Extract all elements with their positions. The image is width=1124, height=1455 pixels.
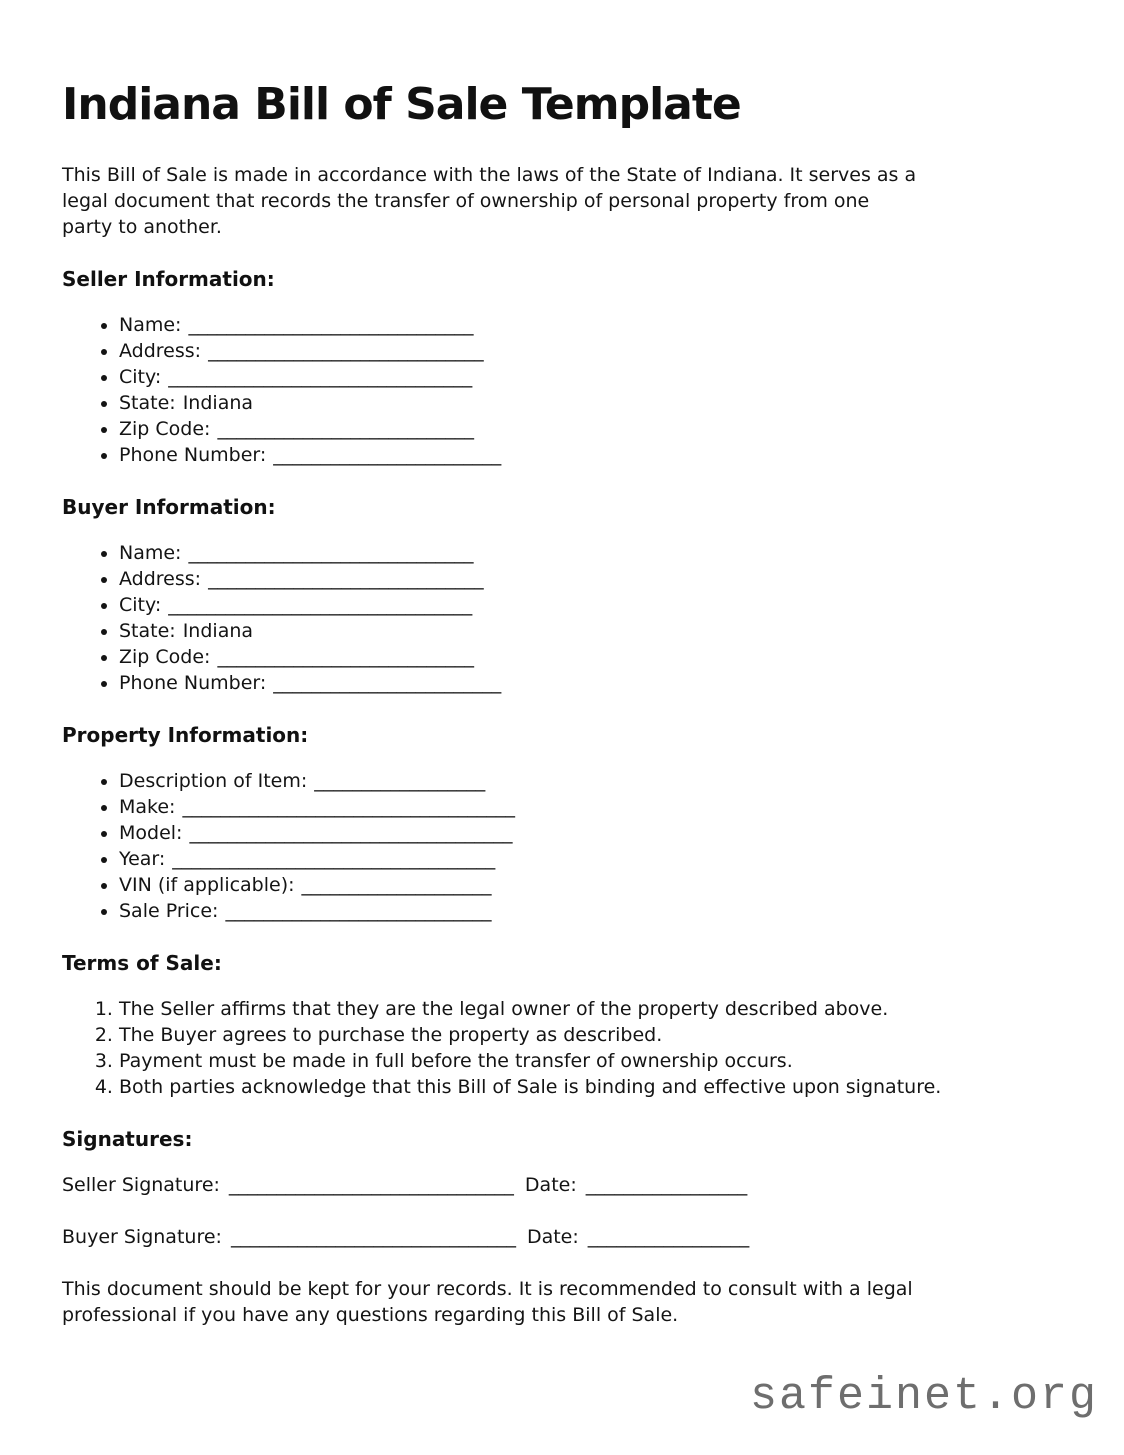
closing-line: professional if you have any questions regarding this Bill of Sale.: [62, 1304, 679, 1326]
section-heading-seller: Seller Information:: [62, 267, 275, 291]
item-label: Year:: [119, 848, 166, 870]
item-blank-line: ________________________: [273, 444, 502, 466]
signature-label: Buyer Signature:: [62, 1226, 222, 1248]
list-item: [119, 846, 1060, 872]
item-label: Phone Number:: [119, 444, 267, 466]
list-item: [119, 794, 1060, 820]
item-blank-line: __________________: [314, 770, 486, 792]
item-label: Model:: [119, 822, 183, 844]
item-label: State:: [119, 392, 176, 414]
seller-info-list: [62, 312, 1060, 468]
item-label: Sale Price:: [119, 900, 219, 922]
item-blank-line: ______________________________: [188, 314, 474, 336]
item-label: Zip Code:: [119, 418, 211, 440]
term-item: 4. Both parties acknowledge that this Bill of Sale is binding and effective upon signature.: [119, 1074, 1060, 1100]
item-label: State:: [119, 620, 176, 642]
item-value: Indiana: [182, 620, 254, 642]
section-heading-buyer: Buyer Information:: [62, 495, 276, 519]
item-label: Phone Number:: [119, 672, 267, 694]
list-item: [119, 644, 1060, 670]
item-label: City:: [119, 366, 162, 388]
item-blank-line: ____________________: [301, 874, 492, 896]
document-title: Indiana Bill of Sale Template: [62, 79, 741, 130]
list-item: [119, 898, 1060, 924]
section-heading-terms: Terms of Sale:: [62, 951, 222, 975]
property-info-list: [62, 768, 1060, 924]
item-blank-line: _____________________________: [208, 340, 484, 362]
item-blank-line: __________________________________: [189, 822, 513, 844]
term-item: 1. The Seller affirms that they are the legal owner of the property described above.: [119, 996, 1060, 1022]
closing-note: [62, 1276, 1060, 1328]
item-label: City:: [119, 594, 162, 616]
terms-list: [62, 996, 1060, 1100]
list-item: [119, 442, 1060, 468]
signature-row-seller: [62, 1172, 1060, 1198]
list-item: [119, 768, 1060, 794]
item-blank-line: ____________________________: [225, 900, 492, 922]
item-blank-line: ___________________________: [217, 646, 474, 668]
list-item: [119, 820, 1060, 846]
term-item: 3. Payment must be made in full before the transfer of ownership occurs.: [119, 1048, 1060, 1074]
list-item: [119, 540, 1060, 566]
intro-line: legal document that records the transfer of ownership of personal property from one: [62, 190, 870, 212]
list-item: [119, 618, 1060, 644]
list-item: [119, 364, 1060, 390]
item-label: Description of Item:: [119, 770, 308, 792]
intro-line: party to another.: [62, 216, 222, 238]
item-blank-line: ________________________________: [168, 594, 473, 616]
item-blank-line: ___________________________: [217, 418, 474, 440]
section-heading-signatures: Signatures:: [62, 1127, 193, 1151]
signature-line: ______________________________: [230, 1226, 516, 1248]
list-item: [119, 566, 1060, 592]
item-blank-line: ________________________: [273, 672, 502, 694]
list-item: [119, 312, 1060, 338]
item-blank-line: ______________________________: [188, 542, 474, 564]
intro-paragraph: [62, 162, 1060, 240]
item-blank-line: ________________________________: [168, 366, 473, 388]
intro-line: This Bill of Sale is made in accordance with the laws of the State of Indiana. It serves as a: [62, 164, 917, 186]
list-item: [119, 338, 1060, 364]
signature-row-buyer: [62, 1224, 1060, 1250]
list-item: [119, 390, 1060, 416]
item-label: Name:: [119, 542, 182, 564]
item-label: Zip Code:: [119, 646, 211, 668]
item-blank-line: __________________________________: [172, 848, 496, 870]
date-label: Date:: [526, 1226, 579, 1248]
item-blank-line: _____________________________: [208, 568, 484, 590]
item-label: VIN (if applicable):: [119, 874, 295, 896]
list-item: [119, 872, 1060, 898]
signature-label: Seller Signature:: [62, 1174, 220, 1196]
item-label: Name:: [119, 314, 182, 336]
item-blank-line: ___________________________________: [182, 796, 515, 818]
item-value: Indiana: [182, 392, 254, 414]
section-heading-property: Property Information:: [62, 723, 309, 747]
date-line: _________________: [585, 1174, 748, 1196]
item-label: Make:: [119, 796, 176, 818]
date-line: _________________: [587, 1226, 750, 1248]
signature-line: ______________________________: [228, 1174, 514, 1196]
date-label: Date:: [524, 1174, 577, 1196]
list-item: [119, 416, 1060, 442]
closing-line: This document should be kept for your records. It is recommended to consult with a legal: [62, 1278, 913, 1300]
list-item: [119, 670, 1060, 696]
item-label: Address:: [119, 340, 202, 362]
item-label: Address:: [119, 568, 202, 590]
list-item: [119, 592, 1060, 618]
buyer-info-list: [62, 540, 1060, 696]
term-item: 2. The Buyer agrees to purchase the property as described.: [119, 1022, 1060, 1048]
watermark-text: safeinet.org: [749, 1371, 1098, 1422]
